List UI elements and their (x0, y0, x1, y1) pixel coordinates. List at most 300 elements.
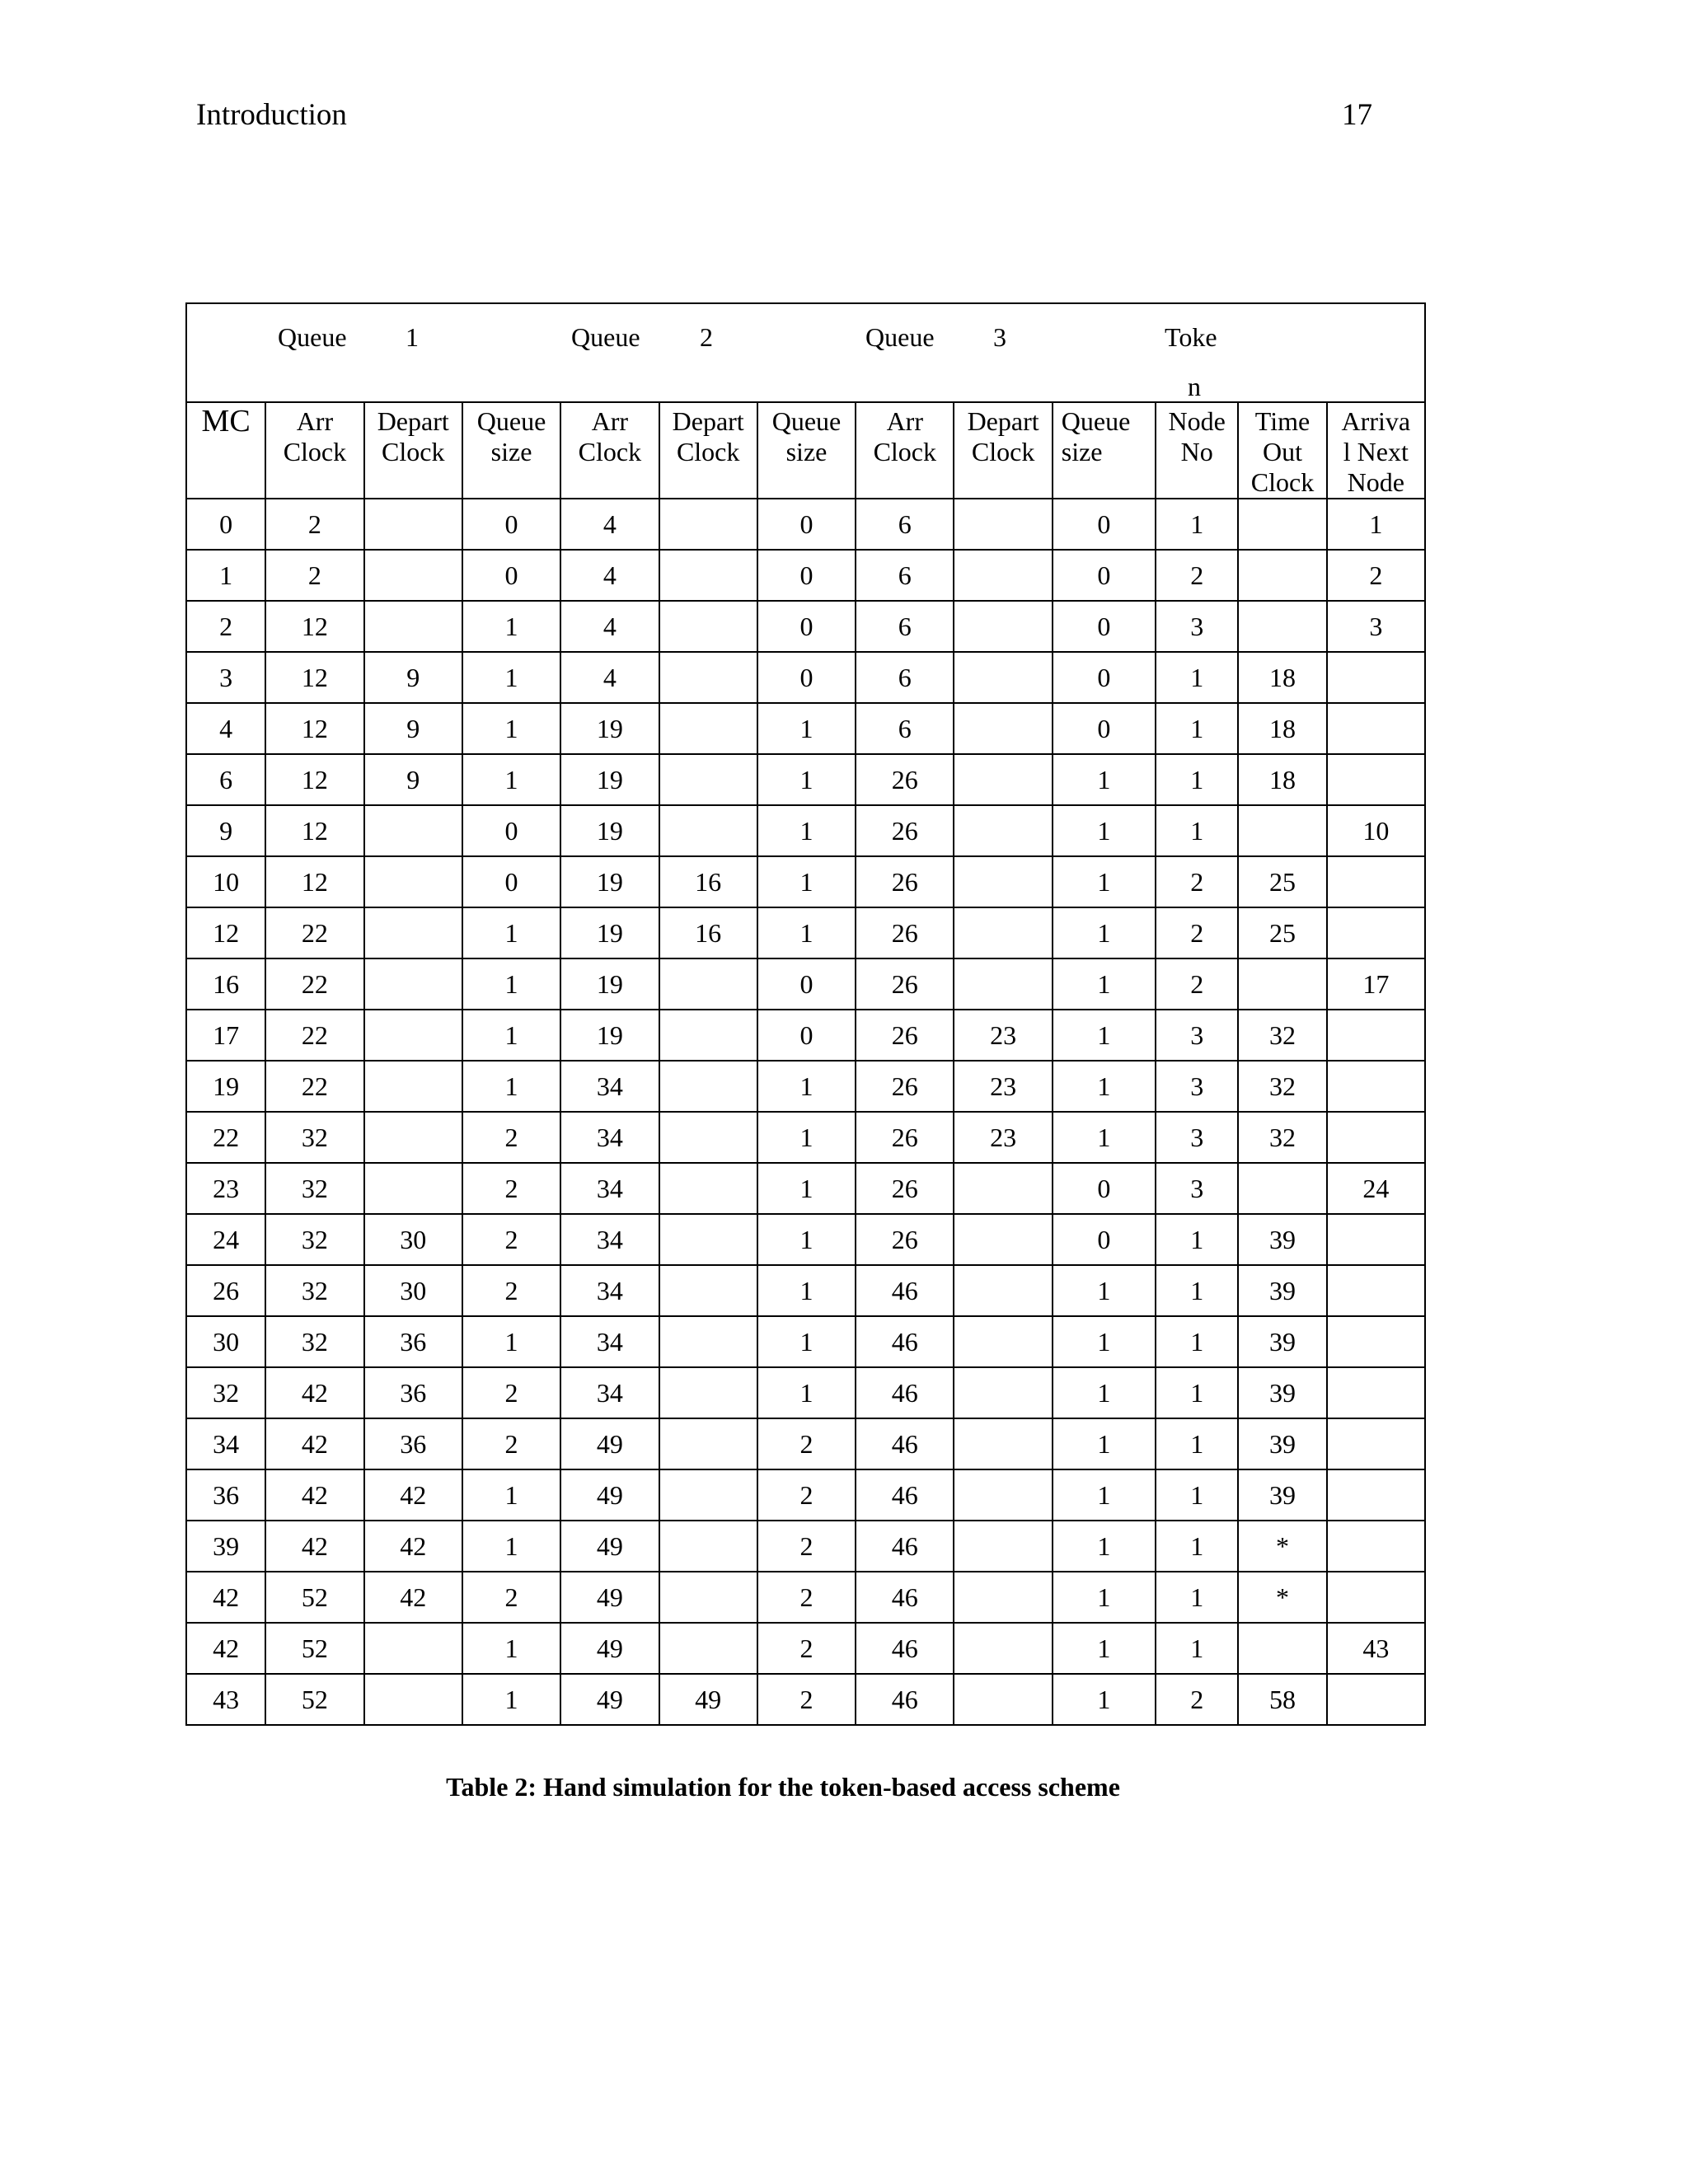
token-group-label-wrap: n (1188, 372, 1201, 401)
table-cell: 1 (757, 1214, 856, 1265)
table-cell: 1 (1156, 754, 1238, 805)
table-cell (954, 1418, 1052, 1469)
table-cell: 1 (1156, 1521, 1238, 1572)
table-cell (659, 1316, 757, 1367)
table-row (187, 499, 1424, 550)
table-cell: 0 (1053, 499, 1156, 550)
table-row (187, 1010, 1424, 1061)
table-cell (954, 652, 1052, 703)
table-cell: 19 (560, 805, 659, 856)
table-cell (954, 958, 1052, 1010)
mc-cell: 32 (187, 1367, 265, 1418)
table-cell: 23 (954, 1112, 1052, 1163)
table-cell: 0 (757, 601, 856, 652)
table-cell: 26 (856, 1163, 954, 1214)
table-cell (1327, 1469, 1424, 1521)
table-cell: 18 (1238, 652, 1326, 703)
table-cell: 42 (364, 1469, 462, 1521)
queue3-group-number: 3 (993, 322, 1006, 352)
table-cell: 1 (757, 1265, 856, 1316)
table-cell: 49 (560, 1469, 659, 1521)
table-cell: 0 (462, 856, 560, 907)
mc-cell: 39 (187, 1521, 265, 1572)
table-cell: 26 (856, 1010, 954, 1061)
table-cell: 1 (1156, 652, 1238, 703)
table-cell: 0 (1053, 652, 1156, 703)
table-cell: 2 (757, 1674, 856, 1724)
table-cell (659, 1010, 757, 1061)
table-cell: 0 (1053, 703, 1156, 754)
table-cell: 46 (856, 1316, 954, 1367)
column-header-line: size (490, 437, 532, 466)
table-cell (659, 550, 757, 601)
table-cell: 49 (560, 1572, 659, 1623)
table-cell: 24 (1327, 1163, 1424, 1214)
table-cell (1327, 1316, 1424, 1367)
table-cell: 1 (757, 907, 856, 958)
table-cell: 1 (1053, 1112, 1156, 1163)
table-cell (954, 703, 1052, 754)
table-cell (659, 703, 757, 754)
table-cell (1327, 703, 1424, 754)
table-row (187, 1061, 1424, 1112)
queue3-group-label: Queue (865, 322, 935, 352)
table-cell: 1 (1053, 907, 1156, 958)
table-cell (1238, 550, 1326, 601)
table-cell: 32 (1238, 1061, 1326, 1112)
mc-cell: 3 (187, 652, 265, 703)
table-cell: 3 (1156, 1010, 1238, 1061)
table-cell (659, 1521, 757, 1572)
mc-cell: 1 (187, 550, 265, 601)
table-row (187, 1674, 1424, 1724)
table-cell (364, 805, 462, 856)
table-cell: 1 (1053, 1010, 1156, 1061)
table-cell (954, 754, 1052, 805)
table-cell: 1 (1327, 499, 1424, 550)
table-cell: 39 (1238, 1469, 1326, 1521)
table-cell (954, 1521, 1052, 1572)
mc-cell: 26 (187, 1265, 265, 1316)
table-cell: 1 (1053, 805, 1156, 856)
table-cell: 1 (1053, 1418, 1156, 1469)
table-cell: 1 (462, 1061, 560, 1112)
table-cell (1327, 1521, 1424, 1572)
table-cell: 2 (462, 1418, 560, 1469)
table-cell: 12 (265, 652, 363, 703)
page-number: 17 (1342, 98, 1372, 132)
column-header-row (187, 403, 1424, 499)
column-header (1156, 403, 1238, 499)
column-header (659, 403, 757, 499)
table-cell (659, 601, 757, 652)
table-cell: 12 (265, 856, 363, 907)
table-cell: 0 (757, 652, 856, 703)
table-cell (1238, 1163, 1326, 1214)
table-cell: 1 (1156, 703, 1238, 754)
table-cell: 34 (560, 1265, 659, 1316)
table-cell (364, 1061, 462, 1112)
table-cell (1238, 601, 1326, 652)
mc-cell: 23 (187, 1163, 265, 1214)
table-cell: 32 (265, 1112, 363, 1163)
table-cell: 12 (265, 601, 363, 652)
table-cell (659, 652, 757, 703)
table-cell: 12 (265, 754, 363, 805)
table-cell: 39 (1238, 1316, 1326, 1367)
table-cell: 34 (560, 1112, 659, 1163)
table-cell: 1 (1156, 805, 1238, 856)
column-header-line: Node (1347, 467, 1404, 497)
table-row (187, 1367, 1424, 1418)
table-cell (1327, 1674, 1424, 1724)
table-cell: 1 (1156, 1572, 1238, 1623)
table-cell: 36 (364, 1418, 462, 1469)
table-cell: 1 (462, 1674, 560, 1724)
column-header-line: Time (1254, 406, 1311, 436)
table-cell: 25 (1238, 907, 1326, 958)
table-cell: 32 (1238, 1112, 1326, 1163)
table-cell: 2 (1156, 1674, 1238, 1724)
table-cell (954, 907, 1052, 958)
table-cell: 1 (1156, 1469, 1238, 1521)
table-cell (1238, 805, 1326, 856)
table-cell: 43 (1327, 1623, 1424, 1674)
column-header-line: size (785, 437, 828, 466)
table-cell (1327, 1112, 1424, 1163)
table-cell: 39 (1238, 1367, 1326, 1418)
column-header (1238, 403, 1326, 499)
table-row (187, 805, 1424, 856)
table-cell: 42 (265, 1469, 363, 1521)
table-cell: 1 (757, 805, 856, 856)
table-cell (1327, 1265, 1424, 1316)
table-row (187, 601, 1424, 652)
table-cell: 0 (1053, 1163, 1156, 1214)
column-header-line: Arr (591, 406, 629, 436)
table-cell: 52 (265, 1674, 363, 1724)
column-header-line: size (1061, 437, 1103, 466)
table-cell (364, 958, 462, 1010)
table-cell: 17 (1327, 958, 1424, 1010)
table-cell: 26 (856, 805, 954, 856)
table-cell (659, 1623, 757, 1674)
table-cell: 18 (1238, 754, 1326, 805)
table-cell: 46 (856, 1469, 954, 1521)
table-cell: 46 (856, 1572, 954, 1623)
table-cell: 9 (364, 703, 462, 754)
column-header-line: Queue (1061, 406, 1131, 436)
column-header-line: Clock (971, 437, 1035, 466)
table-cell: 26 (856, 958, 954, 1010)
column-header-line: Arr (886, 406, 923, 436)
table-cell: 2 (462, 1367, 560, 1418)
table-cell: 2 (757, 1418, 856, 1469)
table-cell (659, 1469, 757, 1521)
column-header (1327, 403, 1424, 499)
table-row (187, 907, 1424, 958)
table-cell: 4 (560, 652, 659, 703)
table-cell (364, 1112, 462, 1163)
table-cell: 1 (462, 754, 560, 805)
table-cell (954, 856, 1052, 907)
table-cell: 26 (856, 1214, 954, 1265)
table-cell: 3 (1156, 1163, 1238, 1214)
table-cell: 26 (856, 1061, 954, 1112)
mc-cell: 19 (187, 1061, 265, 1112)
table-cell: 1 (1053, 1674, 1156, 1724)
table-cell: 39 (1238, 1214, 1326, 1265)
table-cell (1327, 1572, 1424, 1623)
table-cell: 6 (856, 550, 954, 601)
column-header-line: Node (1168, 406, 1226, 436)
table-cell: 1 (1156, 1367, 1238, 1418)
table-cell (364, 856, 462, 907)
table-row (187, 652, 1424, 703)
table-cell: 12 (265, 703, 363, 754)
table-cell: 1 (1053, 1061, 1156, 1112)
table-cell: 4 (560, 601, 659, 652)
table-cell (364, 907, 462, 958)
table-cell: 52 (265, 1623, 363, 1674)
queue1-group-number: 1 (406, 322, 419, 352)
column-header (265, 403, 363, 499)
table-row (187, 1572, 1424, 1623)
table-row (187, 550, 1424, 601)
table-cell: 22 (265, 958, 363, 1010)
table-cell: 34 (560, 1214, 659, 1265)
column-header-line: Depart (967, 406, 1039, 436)
table-cell: 2 (265, 550, 363, 601)
table-cell: 2 (1156, 550, 1238, 601)
table-cell (659, 1367, 757, 1418)
table-cell: 25 (1238, 856, 1326, 907)
table-cell (659, 754, 757, 805)
table-cell: 2 (462, 1572, 560, 1623)
table-row (187, 703, 1424, 754)
table-cell: 39 (1238, 1418, 1326, 1469)
table-cell: 19 (560, 856, 659, 907)
table-cell: 3 (1156, 1061, 1238, 1112)
queue1-group-label: Queue (278, 322, 347, 352)
table-cell: 22 (265, 907, 363, 958)
table-cell (954, 1265, 1052, 1316)
column-header-line: Clock (873, 437, 936, 466)
table-cell: 1 (757, 703, 856, 754)
table-cell: 9 (364, 652, 462, 703)
table-cell (364, 1623, 462, 1674)
table-cell: 3 (1327, 601, 1424, 652)
table-cell (364, 1010, 462, 1061)
simulation-table (185, 302, 1426, 1726)
mc-cell: 9 (187, 805, 265, 856)
table-cell: 1 (462, 958, 560, 1010)
table-cell (659, 1418, 757, 1469)
table-cell (659, 1572, 757, 1623)
table-cell: 22 (265, 1010, 363, 1061)
mc-cell: 24 (187, 1214, 265, 1265)
table-caption: Table 2: Hand simulation for the token-based access scheme (446, 1772, 1120, 1802)
table-cell: 12 (265, 805, 363, 856)
mc-cell: 22 (187, 1112, 265, 1163)
column-header (856, 403, 954, 499)
table-cell: 2 (757, 1623, 856, 1674)
table-cell: 18 (1238, 703, 1326, 754)
table-cell (954, 1367, 1052, 1418)
table-cell: 1 (462, 652, 560, 703)
column-header-line: Clock (578, 437, 642, 466)
table-cell: 49 (560, 1418, 659, 1469)
table-cell: 19 (560, 754, 659, 805)
table-cell: 46 (856, 1265, 954, 1316)
table-cell: 46 (856, 1367, 954, 1418)
table-cell: 36 (364, 1316, 462, 1367)
table-cell (659, 499, 757, 550)
table-cell: 49 (560, 1674, 659, 1724)
table-cell: 32 (1238, 1010, 1326, 1061)
queue2-group-label: Queue (571, 322, 640, 352)
column-header (560, 403, 659, 499)
table-cell: 1 (462, 1521, 560, 1572)
table-cell (659, 1163, 757, 1214)
table-cell: 16 (659, 856, 757, 907)
mc-cell: 42 (187, 1623, 265, 1674)
table-row (187, 856, 1424, 907)
mc-cell: 4 (187, 703, 265, 754)
table-cell: 1 (1053, 1469, 1156, 1521)
table-cell: 1 (757, 1316, 856, 1367)
table-cell: 42 (364, 1521, 462, 1572)
table-row (187, 1623, 1424, 1674)
table-cell: 23 (954, 1061, 1052, 1112)
table-cell: 1 (462, 1010, 560, 1061)
table-cell (364, 550, 462, 601)
table-cell: 1 (1053, 1572, 1156, 1623)
table-row (187, 1521, 1424, 1572)
column-header-line: Arr (296, 406, 334, 436)
table-cell (1327, 1418, 1424, 1469)
table-cell: 1 (462, 907, 560, 958)
table-cell: 46 (856, 1418, 954, 1469)
table-cell: 0 (757, 1010, 856, 1061)
table-cell: 1 (757, 1367, 856, 1418)
mc-cell: 42 (187, 1572, 265, 1623)
table-row (187, 1112, 1424, 1163)
column-header-line: Queue (771, 406, 842, 436)
table-cell: 26 (856, 1112, 954, 1163)
table-cell: 2 (757, 1469, 856, 1521)
column-header-line: MC (201, 404, 251, 438)
table-cell (954, 601, 1052, 652)
table-cell (659, 805, 757, 856)
table-cell: 1 (757, 856, 856, 907)
table-cell (1327, 1214, 1424, 1265)
table-row (187, 1469, 1424, 1521)
table-cell: 32 (265, 1316, 363, 1367)
table-cell: 0 (1053, 1214, 1156, 1265)
column-header (757, 403, 856, 499)
table-cell: 4 (560, 550, 659, 601)
table-cell: 1 (1156, 1316, 1238, 1367)
table-cell: 30 (364, 1265, 462, 1316)
table-row (187, 1316, 1424, 1367)
table-cell: 34 (560, 1367, 659, 1418)
table-cell: 1 (1053, 958, 1156, 1010)
table-cell: 1 (757, 1163, 856, 1214)
table-cell: 2 (462, 1163, 560, 1214)
table-cell: 42 (265, 1367, 363, 1418)
table-cell: 6 (856, 703, 954, 754)
mc-cell: 10 (187, 856, 265, 907)
table-cell: 0 (462, 550, 560, 601)
table-row (187, 1265, 1424, 1316)
table-cell: 2 (757, 1572, 856, 1623)
table-cell: 1 (1053, 1623, 1156, 1674)
column-header (187, 403, 265, 499)
table-cell: 26 (856, 754, 954, 805)
table-cell (1327, 1010, 1424, 1061)
table-cell: 32 (265, 1214, 363, 1265)
table-cell (364, 1674, 462, 1724)
running-header: Introduction (196, 98, 347, 132)
table-cell: 2 (757, 1521, 856, 1572)
table-cell: 0 (462, 805, 560, 856)
table-cell (1327, 1061, 1424, 1112)
table-cell (659, 1265, 757, 1316)
table-cell: 1 (757, 754, 856, 805)
table-cell: 1 (462, 1469, 560, 1521)
table-cell: 2 (1156, 958, 1238, 1010)
table-cell (659, 958, 757, 1010)
table-row (187, 754, 1424, 805)
group-header-row (187, 304, 1424, 403)
table-cell (954, 499, 1052, 550)
table-cell: 1 (1156, 1214, 1238, 1265)
table-cell: 3 (1156, 1112, 1238, 1163)
table-cell: 34 (560, 1163, 659, 1214)
column-header-line: Clock (676, 437, 740, 466)
table-cell: 1 (462, 1623, 560, 1674)
column-header (364, 403, 462, 499)
table-cell: 30 (364, 1214, 462, 1265)
table-row (187, 1418, 1424, 1469)
table-cell (1327, 907, 1424, 958)
mc-cell: 6 (187, 754, 265, 805)
table-cell (1238, 958, 1326, 1010)
table-row (187, 958, 1424, 1010)
table-cell: 2 (1156, 856, 1238, 907)
table-cell: 1 (1156, 1418, 1238, 1469)
table-cell (1327, 856, 1424, 907)
table-cell: 6 (856, 499, 954, 550)
column-header (462, 403, 560, 499)
mc-cell: 12 (187, 907, 265, 958)
column-header (954, 403, 1052, 499)
table-cell: 1 (462, 703, 560, 754)
mc-cell: 16 (187, 958, 265, 1010)
mc-cell: 36 (187, 1469, 265, 1521)
table-cell: 1 (462, 1316, 560, 1367)
table-cell: 39 (1238, 1265, 1326, 1316)
table-cell: 26 (856, 856, 954, 907)
table-cell: 36 (364, 1367, 462, 1418)
column-header-line: Clock (283, 437, 347, 466)
column-header-line: Clock (382, 437, 445, 466)
table-cell: 42 (265, 1521, 363, 1572)
table-cell: 0 (757, 499, 856, 550)
column-header-line: Depart (377, 406, 449, 436)
table-cell: 1 (1053, 754, 1156, 805)
